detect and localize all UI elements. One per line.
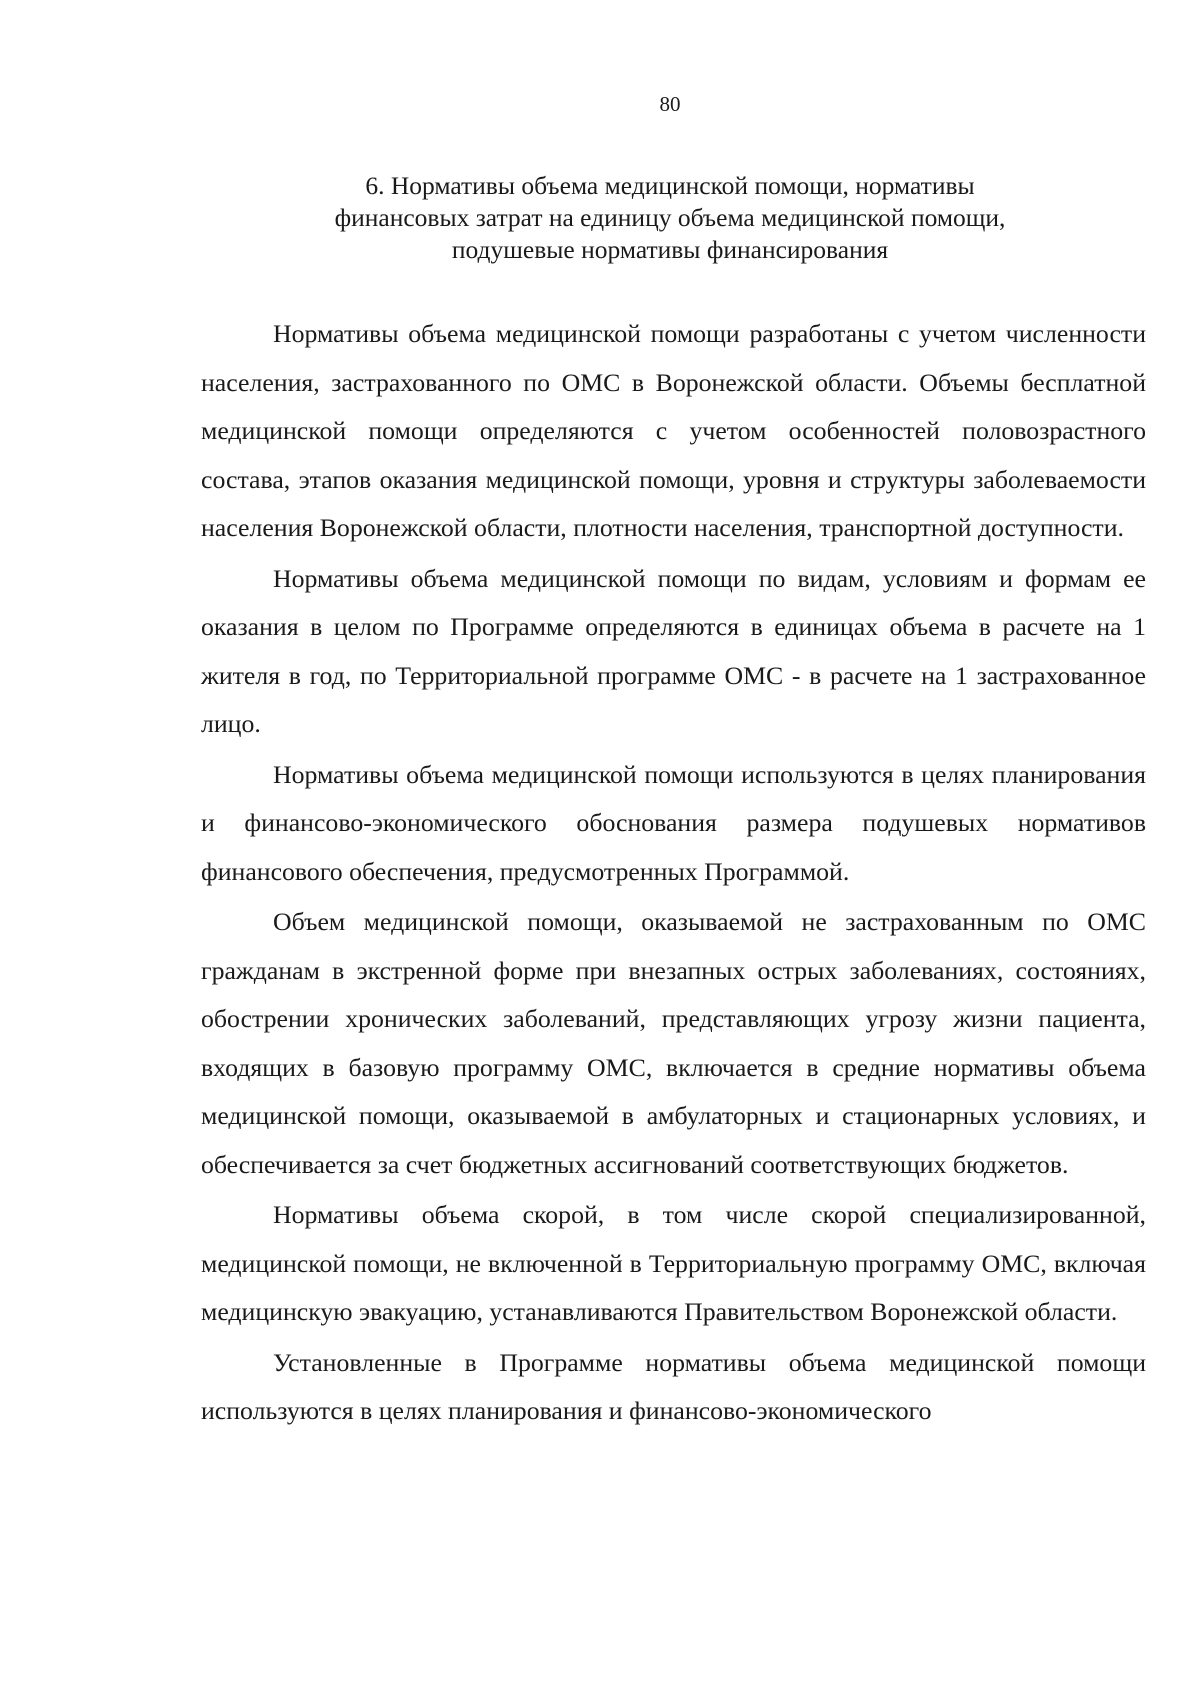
section-title-line-3: подушевые нормативы финансирования	[451, 235, 889, 264]
paragraph-established-standards: Установленные в Программе нормативы объема медицинской помощи используются в целях планирования и финансово-экономического	[201, 1347, 1146, 1425]
section-title	[300, 170, 1040, 266]
paragraph-uninsured-emergency: Объем медицинской помощи, оказываемой не застрахованным по ОМС гражданам в экстренной форме при внезапных острых заболеваниях, состояниях, обострении хронических заболеваний, представляющих угрозу жизни пациента, входящих в базовую программу ОМС, включается в средние нормативы объема медицинской помощи, оказываемой в амбулаторных и стационарных условиях, и обеспечивается за счет бюджетных ассигнований соответствующих бюджетов.	[201, 907, 1146, 1179]
paragraph-units-per-resident: Нормативы объема медицинской помощи по видам, условиям и формам ее оказания в целом по Программе определяются в единицах объема в расчете на 1 жителя в год, по Территориальной программе ОМС - в расчете на 1 застрахованное лицо.	[201, 563, 1146, 738]
paragraph-ambulance-standards: Нормативы объема скорой, в том числе скорой специализированной, медицинской помощи, не включенной в Территориальную программу ОМС, включая медицинскую эвакуацию, устанавливаются Правительством Воронежской области.	[201, 1200, 1146, 1326]
paragraph-volume-standards: Нормативы объема медицинской помощи разработаны с учетом численности населения, застрахованного по ОМС в Воронежской области. Объемы бесплатной медицинской помощи определяются с учетом особенностей половозрастного состава, этапов оказания медицинской помощи, уровня и структуры заболеваемости населения Воронежской области, плотности населения, транспортной доступности.	[201, 319, 1146, 542]
section-title-line-2: финансовых затрат на единицу объема медицинской помощи,	[334, 203, 1006, 232]
page-number: 80	[659, 92, 681, 116]
section-title-line-1: 6. Нормативы объема медицинской помощи, нормативы	[365, 171, 975, 200]
body-text	[201, 310, 1146, 1438]
paragraph-planning-purpose: Нормативы объема медицинской помощи используются в целях планирования и финансово-экономического обоснования размера подушевых нормативов финансового обеспечения, предусмотренных Программой.	[201, 759, 1146, 886]
